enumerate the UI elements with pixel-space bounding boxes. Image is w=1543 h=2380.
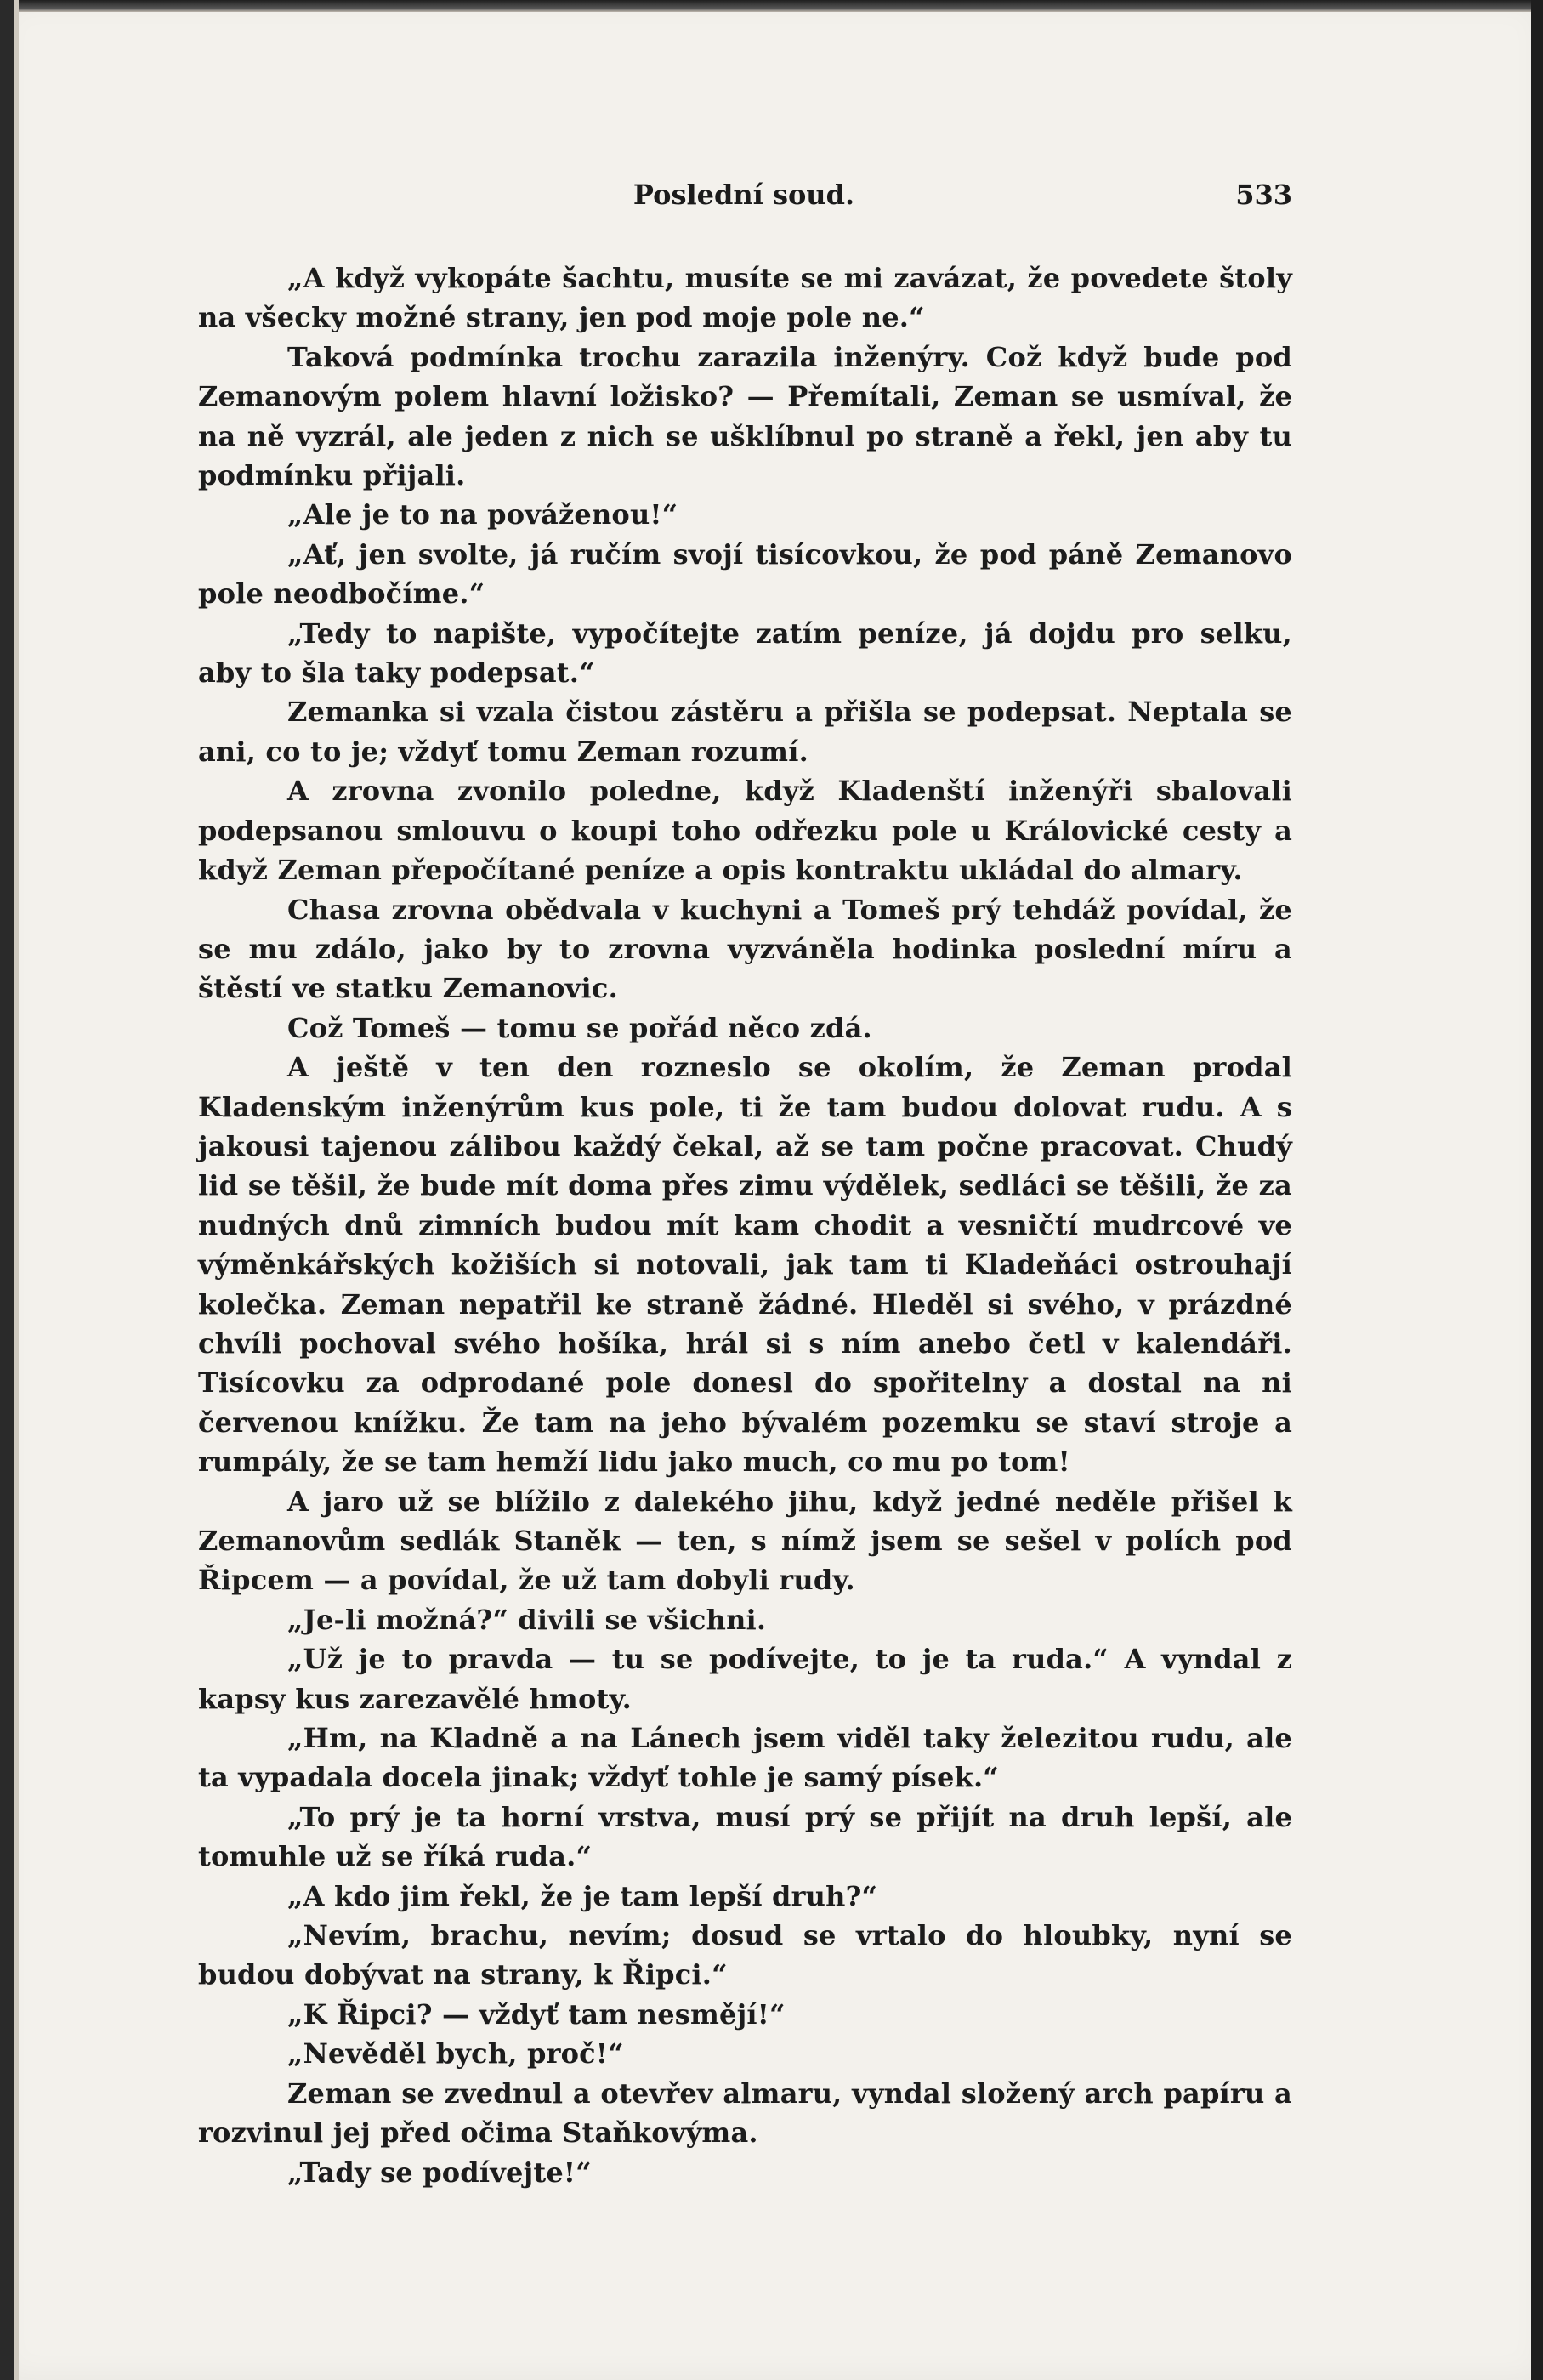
paragraph: A jaro už se blížilo z dalekého jihu, když jedné neděle přišel k Zemanovům sedlák Staněk — ten, s nímž jsem se sešel v polích pod Řipcem — a povídal, že už tam dobyli rudy. <box>198 1485 1292 1597</box>
scan-right-edge <box>1531 0 1543 2380</box>
paragraph: „Tedy to napište, vypočítejte zatím peníze, já dojdu pro selku, aby to šla taky podepsat.“ <box>198 616 1292 690</box>
page-gutter <box>14 0 19 2380</box>
running-header <box>196 179 1292 221</box>
paragraph: „A když vykopáte šachtu, musíte se mi zavázat, že povedete štoly na všecky možné strany, jen pod moje pole ne.“ <box>198 262 1292 334</box>
page-body-text <box>198 258 1292 2192</box>
chapter-title: Poslední soud. <box>633 179 855 211</box>
paragraph: „Nevěděl bych, proč!“ <box>287 2037 624 2070</box>
paragraph: A zrovna zvonilo poledne, když Kladenští inženýři sbalovali podepsanou smlouvu o koupi toho odřezku pole u Královické cesty a když Zeman přepočítané peníze a opis kontraktu ukládal do almary. <box>198 775 1292 887</box>
paragraph: Taková podmínka trochu zarazila inženýry. Což když bude pod Zemanovým polem hlavní ložisko? — Přemítali, Zeman se usmíval, že na ně vyzrál, ale jeden z nich se ušklíbnul po straně a řekl, jen aby tu podmínku přijali. <box>198 340 1292 492</box>
paragraph: Chasa zrovna obědvala v kuchyni a Tomeš prý tehdáž povídal, že se mu zdálo, jako by to zrovna vyzváněla hodinka poslední míru a štěstí ve statku Zemanovic. <box>198 893 1292 1005</box>
paragraph: „K Řipci? — vždyť tam nesmějí!“ <box>287 1997 786 2031</box>
paragraph: „To prý je ta horní vrstva, musí prý se přijít na druh lepší, ale tomuhle už se říká ruda.“ <box>198 1800 1292 1873</box>
paragraph: „Ale je to na pováženou!“ <box>287 498 678 531</box>
paragraph: „Hm, na Kladně a na Lánech jsem viděl taky železitou rudu, ale ta vypadala docela jinak; vždyť tohle je samý písek.“ <box>198 1722 1292 1794</box>
paragraph: „Je-li možná?“ divili se všichni. <box>287 1603 767 1636</box>
paragraph: „Už je to pravda — tu se podívejte, to je ta ruda.“ A vyndal z kapsy kus zarezavělé hmoty. <box>198 1643 1292 1715</box>
paragraph: „Ať, jen svolte, já ručím svojí tisícovkou, že pod páně Zemanovo pole neodbočíme.“ <box>198 537 1292 611</box>
paragraph: A ještě v ten den rozneslo se okolím, že Zeman prodal Kladenským inženýrům kus pole, ti že tam budou dolovat rudu. A s jakousi tajenou zálibou každý čekal, až se tam počne pracovat. Chudý lid se těšil, že bude mít doma přes zimu výdělek, sedláci se těšili, že za nudných dnů zimních budou mít kam chodit a vesničtí mudrcové ve výměnkářských kožiších si notovali, jak tam ti Kladeňáci ostrouhají kolečka. Zeman nepatřil ke straně žádné. Hleděl si svého, v prázdné chvíli pochoval svého hošíka, hrál si s ním anebo četl v kalendáři. Tisícovku za odprodané pole donesl do spořitelny a dostal na ni červenou knížku. Že tam na jeho bývalém pozemku se staví stroje a rumpály, že se tam hemží lidu jako much, co mu po tom! <box>198 1051 1292 1479</box>
scan-top-edge <box>0 0 1543 12</box>
paragraph: „Tady se podívejte!“ <box>287 2156 592 2189</box>
paragraph: Zeman se zvednul a otevřev almaru, vyndal složený arch papíru a rozvinul jej před očima Staňkovýma. <box>198 2076 1292 2150</box>
paragraph: Zemanka si vzala čistou zástěru a přišla se podepsat. Neptala se ani, co to je; vždyť tomu Zeman rozumí. <box>198 696 1292 768</box>
paragraph: „A kdo jim řekl, že je tam lepší druh?“ <box>287 1879 878 1912</box>
paragraph: Což Tomeš — tomu se pořád něco zdá. <box>287 1011 872 1044</box>
paragraph: „Nevím, brachu, nevím; dosud se vrtalo do hloubky, nyní se budou dobývat na strany, k Řipci.“ <box>198 1919 1292 1991</box>
page-number: 533 <box>1235 179 1292 211</box>
scan-left-edge <box>0 0 14 2380</box>
